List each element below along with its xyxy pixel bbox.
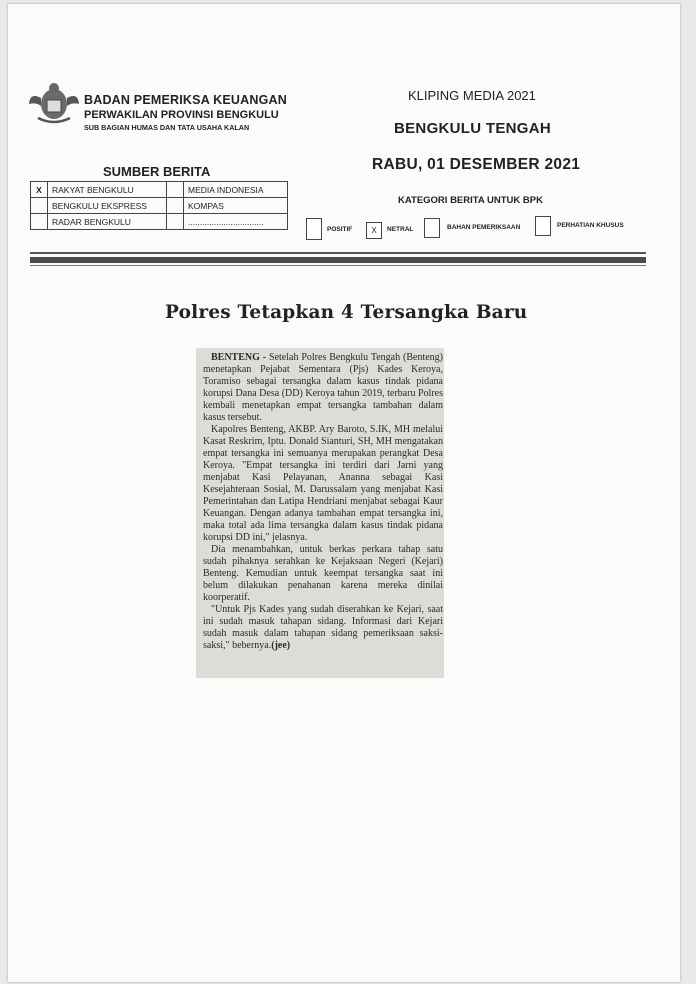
bahan-pemeriksaan-checkbox xyxy=(424,218,440,238)
article-headline: Polres Tetapkan 4 Tersangka Baru xyxy=(165,302,528,323)
sumber-berita-title: SUMBER BERITA xyxy=(103,164,211,179)
org-name-line3: SUB BAGIAN HUMAS DAN TATA USAHA KALAN xyxy=(84,123,250,132)
source-cell: RAKYAT BENGKULU xyxy=(48,182,167,198)
sumber-berita-table xyxy=(30,181,288,230)
positif-label: POSITIF xyxy=(327,226,353,233)
source-cell: KOMPAS xyxy=(184,198,288,214)
divider-line xyxy=(30,257,646,263)
table-row xyxy=(31,214,288,230)
source-check-cell xyxy=(167,198,184,214)
article-lead: BENTENG - xyxy=(211,352,267,363)
source-check-mark: X xyxy=(31,182,48,198)
divider-line xyxy=(30,252,646,254)
org-name-line1: BADAN PEMERIKSA KEUANGAN xyxy=(84,93,287,107)
positif-checkbox xyxy=(306,218,322,240)
bahan-pemeriksaan-label: BAHAN PEMERIKSAAN xyxy=(447,224,521,231)
source-check-mark xyxy=(31,198,48,214)
table-row xyxy=(31,198,288,214)
source-cell: MEDIA INDONESIA xyxy=(184,182,288,198)
netral-label: NETRAL xyxy=(387,226,414,233)
article-body xyxy=(203,352,443,652)
article-paragraph: BENTENG - Setelah Polres Bengkulu Tengah (Benteng) menetapkan Pejabat Sementara (Pjs) Kades Keroya, Toramiso sebagai tersangka dalam kasus tindak pidana korupsi Dana Desa (DD) Keroya tahun 2019, terbaru Polres kembali menetapkan empat tersangka tambahan dalam kasus tersebut. xyxy=(203,352,443,423)
org-name-line2: PERWAKILAN PROVINSI BENGKULU xyxy=(84,109,279,121)
article-signature: (jee) xyxy=(271,640,291,651)
region-title: BENGKULU TENGAH xyxy=(394,120,551,137)
netral-checkbox: X xyxy=(366,222,382,239)
kategori-title: KATEGORI BERITA UNTUK BPK xyxy=(398,195,543,206)
source-check-mark xyxy=(31,214,48,230)
table-row xyxy=(31,182,288,198)
article-paragraph: Dia menambahkan, untuk berkas perkara tahap satu sudah pihaknya serahkan ke Kejaksaan Negeri (Kejari) Benteng. Kemudian untuk keempat tersangka saat ini belum dilakukan penahanan karena mereka dinilai koorperatif. xyxy=(203,544,443,603)
source-cell: RADAR BENGKULU xyxy=(48,214,167,230)
kliping-title: KLIPING MEDIA 2021 xyxy=(408,88,536,103)
source-cell: BENGKULU EKSPRESS xyxy=(48,198,167,214)
perhatian-khusus-label: PERHATIAN KHUSUS xyxy=(557,222,624,229)
article-paragraph: Kapolres Benteng, AKBP. Ary Baroto, S.IK, MH melalui Kasat Reskrim, Iptu. Donald Sianturi, SH, MH mengatakan empat tersangka ini semuanya merupakan perangkat Desa Keroya. "Empat tersangka ini terdiri dari Jarni yang menjabat Kasi Pelayanan, Ananna sebagai Kasi Kesejahteraan Sosial, M. Darussalam yang menjabat Kasi Pemerintahan dan Latipa Hendriani menjabat sebagai Kaur Keuangan. Dengan adanya tambahan empat tersangka ini, maka total ada lima tersangka dalam kasus tindak pidana korupsi DD ini," jelasnya. xyxy=(203,424,443,543)
date-title: RABU, 01 DESEMBER 2021 xyxy=(372,156,581,173)
source-cell: ................................ xyxy=(184,214,288,230)
source-check-cell xyxy=(167,182,184,198)
perhatian-khusus-checkbox xyxy=(535,216,551,236)
article-paragraph: "Untuk Pjs Kades yang sudah diserahkan ke Kejari, saat ini sudah masuk tahapan sidang. Informasi dari Kejari sudah masuk dalam tahapan sidang pemeriksaan saksi-saksi," bebernya.(jee) xyxy=(203,604,443,651)
garuda-logo-icon xyxy=(28,78,80,128)
source-check-cell xyxy=(167,214,184,230)
divider-line xyxy=(30,265,646,266)
